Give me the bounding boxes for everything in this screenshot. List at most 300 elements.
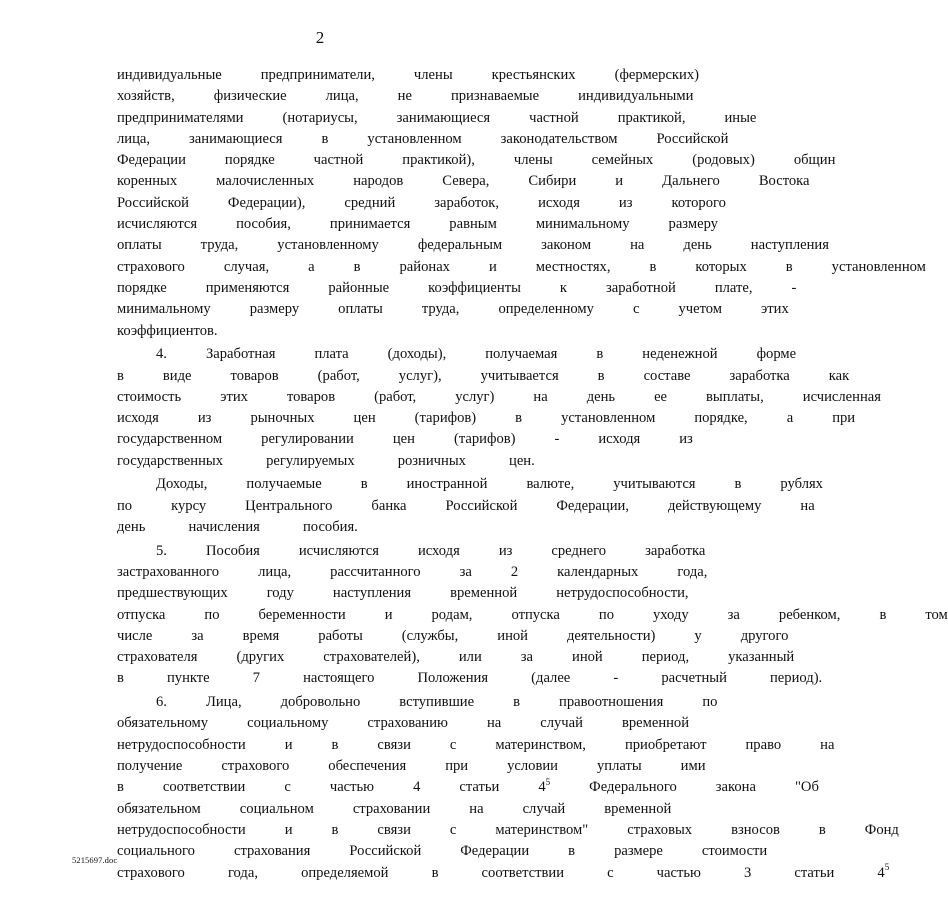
word: соответствии bbox=[481, 864, 565, 881]
word: малочисленных bbox=[216, 173, 315, 190]
word: Федерации), bbox=[227, 194, 306, 211]
word: - bbox=[613, 670, 619, 687]
word: хозяйств, bbox=[117, 88, 175, 105]
word: а bbox=[786, 410, 794, 427]
word: цен bbox=[392, 431, 415, 448]
word: услуг), bbox=[398, 367, 442, 384]
word: 7 bbox=[252, 670, 261, 687]
word: частной bbox=[313, 152, 364, 169]
word: регулируемых bbox=[266, 452, 355, 469]
word: 6. bbox=[156, 694, 167, 711]
word: страхователей), bbox=[323, 649, 420, 666]
word: добровольно bbox=[280, 694, 361, 711]
word: физические bbox=[213, 88, 287, 105]
text-line bbox=[78, 517, 561, 538]
word: в bbox=[117, 670, 124, 687]
word: получение bbox=[117, 758, 183, 775]
word: из bbox=[618, 194, 633, 211]
word: государственном bbox=[117, 431, 223, 448]
word: исходя bbox=[117, 410, 159, 427]
word: коренных bbox=[117, 173, 178, 190]
word: Российской bbox=[656, 130, 729, 147]
word: минимальному bbox=[117, 301, 211, 318]
word: семейных bbox=[591, 152, 654, 169]
word: период, bbox=[641, 649, 690, 666]
word: (тарифов) bbox=[453, 431, 516, 448]
word: за bbox=[191, 627, 204, 644]
word: 2 bbox=[510, 564, 519, 580]
word: равным bbox=[449, 216, 497, 233]
word: плата bbox=[314, 346, 349, 363]
word: установленном bbox=[367, 130, 462, 147]
word: при bbox=[445, 758, 469, 775]
word: том bbox=[925, 606, 948, 623]
word: в bbox=[649, 258, 657, 275]
word: порядке bbox=[117, 279, 167, 296]
word: временной bbox=[450, 585, 518, 602]
word: право bbox=[745, 736, 782, 753]
word: рыночных bbox=[250, 410, 315, 427]
word: выплаты, bbox=[706, 388, 764, 405]
word: в bbox=[117, 367, 124, 384]
word: вступившие bbox=[399, 694, 475, 711]
word: определенному bbox=[498, 301, 594, 318]
word: в bbox=[818, 821, 826, 838]
word: в bbox=[596, 346, 604, 363]
word: иностранной bbox=[406, 476, 488, 493]
text-line bbox=[78, 562, 708, 583]
word: принимается bbox=[329, 216, 411, 233]
word: (далее bbox=[531, 670, 571, 687]
word: страхованию bbox=[367, 715, 448, 732]
word: в bbox=[321, 130, 329, 147]
word: крестьянских bbox=[491, 67, 576, 83]
word: - bbox=[554, 431, 560, 448]
word: индивидуальными bbox=[578, 88, 694, 105]
word: (нотариусы, bbox=[282, 109, 358, 126]
word: исходя bbox=[598, 431, 641, 448]
text-line bbox=[78, 756, 706, 777]
word: размеру bbox=[668, 216, 718, 233]
word: лица, bbox=[325, 88, 359, 105]
word: исчисляются bbox=[298, 542, 379, 559]
word: предпринимателями bbox=[117, 109, 244, 126]
word: случай bbox=[522, 800, 566, 817]
text-line bbox=[78, 65, 699, 86]
word: с bbox=[449, 821, 457, 838]
word: в bbox=[568, 843, 576, 860]
word: оплаты bbox=[338, 301, 383, 318]
word: в bbox=[331, 736, 339, 753]
text-line bbox=[78, 713, 690, 734]
word: социальном bbox=[239, 800, 314, 817]
word: страхового bbox=[117, 864, 185, 881]
text-line bbox=[78, 799, 672, 820]
word: которых bbox=[695, 258, 747, 275]
text-line bbox=[78, 626, 789, 647]
word: условии bbox=[507, 758, 558, 775]
word: исходя bbox=[538, 194, 580, 211]
word: году bbox=[266, 585, 294, 602]
word: плате, bbox=[714, 279, 753, 296]
word: страховых bbox=[627, 821, 693, 838]
word: страхования bbox=[233, 843, 311, 860]
word: нетрудоспособности bbox=[117, 736, 246, 753]
word: "Об bbox=[794, 779, 819, 796]
word: оплаты bbox=[117, 237, 162, 254]
word: статьи bbox=[794, 864, 835, 881]
word: пособия, bbox=[236, 216, 291, 233]
text-line bbox=[78, 86, 694, 107]
word: - bbox=[791, 279, 797, 296]
word: отпуска bbox=[511, 606, 560, 623]
word: ее bbox=[654, 388, 668, 405]
word: стоимости bbox=[701, 843, 768, 860]
paragraph-p4 bbox=[78, 344, 881, 472]
word: Фонд bbox=[864, 821, 899, 838]
word: заработка bbox=[729, 367, 790, 384]
word: к bbox=[559, 279, 567, 296]
word: Российской bbox=[445, 497, 518, 514]
text-line bbox=[78, 541, 706, 562]
paragraph-p6 bbox=[78, 692, 899, 884]
word: при bbox=[832, 410, 856, 427]
text-line bbox=[78, 647, 795, 668]
word: материнством" bbox=[495, 821, 589, 838]
word: 3 bbox=[743, 864, 752, 881]
word: с bbox=[449, 736, 457, 753]
word: рублях bbox=[780, 476, 823, 493]
word: исходя bbox=[417, 542, 460, 559]
word: в bbox=[353, 258, 361, 275]
word: частной bbox=[529, 109, 579, 126]
word: года, bbox=[677, 564, 708, 580]
word: и bbox=[284, 821, 293, 838]
text-line bbox=[78, 171, 810, 192]
word: ими bbox=[680, 758, 706, 775]
word: лица, bbox=[117, 130, 151, 147]
word: в bbox=[879, 606, 887, 623]
word: цен. bbox=[509, 452, 535, 469]
word: ребенком, bbox=[778, 606, 841, 623]
word: и bbox=[284, 736, 293, 753]
word: заработной bbox=[605, 279, 676, 296]
text-line bbox=[78, 278, 797, 299]
word: на bbox=[800, 497, 815, 514]
word: на bbox=[820, 736, 835, 753]
word: форме bbox=[756, 346, 797, 363]
word: период). bbox=[770, 670, 823, 687]
word: рассчитанного bbox=[330, 564, 421, 580]
word: заработка bbox=[645, 542, 706, 559]
word: заработок, bbox=[434, 194, 500, 211]
word: с bbox=[284, 779, 291, 796]
text-line bbox=[78, 474, 823, 495]
text-line bbox=[78, 451, 561, 472]
word: нетрудоспособности bbox=[117, 821, 246, 838]
text-line bbox=[78, 344, 797, 365]
word: получаемые bbox=[246, 476, 322, 493]
word: этих bbox=[761, 301, 789, 318]
word: родам, bbox=[431, 606, 473, 623]
word: начисления bbox=[188, 519, 260, 536]
word: установленном bbox=[561, 410, 656, 427]
word: лица, bbox=[258, 564, 292, 580]
text-line bbox=[78, 776, 819, 798]
word: социального bbox=[117, 843, 195, 860]
word: страховании bbox=[352, 800, 431, 817]
word: труда, bbox=[200, 237, 239, 254]
word: 4. bbox=[156, 346, 167, 363]
word: порядке, bbox=[694, 410, 748, 427]
word: Востока bbox=[758, 173, 810, 190]
word: в bbox=[117, 779, 124, 796]
word: предприниматели, bbox=[260, 67, 375, 83]
word: в bbox=[597, 367, 605, 384]
word: иные bbox=[724, 109, 757, 126]
word: применяются bbox=[205, 279, 290, 296]
word: занимающиеся bbox=[189, 130, 283, 147]
word: в bbox=[515, 410, 523, 427]
word: (службы, bbox=[401, 627, 459, 644]
word: наступления bbox=[332, 585, 412, 602]
word: федеральным bbox=[417, 237, 503, 254]
word: страхового bbox=[221, 758, 290, 775]
text-line bbox=[78, 820, 899, 841]
paragraph-p5 bbox=[78, 541, 948, 690]
word: члены bbox=[413, 67, 453, 83]
word: Федерального bbox=[589, 779, 677, 796]
word: за bbox=[727, 606, 740, 623]
word: размере bbox=[614, 843, 663, 860]
word: Положения bbox=[417, 670, 489, 687]
text-line bbox=[78, 129, 729, 150]
text-line bbox=[78, 108, 757, 129]
word: законом bbox=[541, 237, 592, 254]
word: нетрудоспособности, bbox=[556, 585, 689, 602]
word: Заработная bbox=[205, 346, 276, 363]
word: валюте, bbox=[526, 476, 575, 493]
word: исчисленная bbox=[802, 388, 881, 405]
word: 4 bbox=[413, 779, 421, 796]
word: работы bbox=[318, 627, 363, 644]
word: коэффициентов. bbox=[117, 322, 218, 339]
word: порядке bbox=[224, 152, 275, 169]
word: обязательному bbox=[117, 715, 209, 732]
word: случая, bbox=[223, 258, 270, 275]
word: $4^5$ bbox=[538, 776, 551, 796]
word: за bbox=[459, 564, 472, 580]
word: другого bbox=[740, 627, 789, 644]
word: материнством, bbox=[495, 736, 586, 753]
word: настоящего bbox=[303, 670, 375, 687]
word: Федерации bbox=[460, 843, 530, 860]
word: (родовых) bbox=[692, 152, 755, 169]
word: занимающиеся bbox=[396, 109, 491, 126]
word: учитываются bbox=[613, 476, 696, 493]
word: за bbox=[520, 649, 534, 666]
word: (доходы), bbox=[387, 346, 447, 363]
word: приобретают bbox=[624, 736, 707, 753]
word: установленном bbox=[831, 258, 926, 275]
word: законодательством bbox=[500, 130, 618, 147]
word: неденежной bbox=[642, 346, 718, 363]
word: розничных bbox=[397, 452, 466, 469]
text-line bbox=[78, 429, 693, 450]
word: Центрального bbox=[245, 497, 333, 514]
word: день bbox=[117, 519, 146, 536]
word: цен bbox=[353, 410, 376, 427]
word: иной bbox=[572, 649, 603, 666]
word: Российской bbox=[117, 194, 189, 211]
word: календарных bbox=[557, 564, 639, 580]
word: в bbox=[331, 821, 339, 838]
word: из bbox=[679, 431, 693, 448]
page-number: 2 bbox=[315, 28, 325, 47]
word: статьи bbox=[459, 779, 500, 796]
word: Федерации bbox=[117, 152, 186, 169]
word: связи bbox=[377, 821, 411, 838]
word: (тарифов) bbox=[414, 410, 477, 427]
word: закона bbox=[715, 779, 756, 796]
word: которого bbox=[671, 194, 726, 211]
word: и bbox=[488, 258, 497, 275]
word: Федерации, bbox=[556, 497, 629, 514]
word: страхового bbox=[117, 258, 185, 275]
word: (других bbox=[236, 649, 285, 666]
word: застрахованного bbox=[117, 564, 220, 580]
word: в bbox=[785, 258, 793, 275]
text-line bbox=[78, 408, 856, 429]
text-line bbox=[78, 299, 789, 320]
word: по bbox=[204, 606, 220, 623]
word: пункте bbox=[166, 670, 210, 687]
paragraph-p4b bbox=[78, 474, 823, 538]
word: взносов bbox=[731, 821, 780, 838]
word: в bbox=[513, 694, 521, 711]
word: уходу bbox=[653, 606, 689, 623]
word: страхователя bbox=[117, 649, 198, 666]
text-line bbox=[78, 235, 829, 256]
word: пособия. bbox=[302, 519, 358, 536]
word: время bbox=[242, 627, 280, 644]
word: день bbox=[683, 237, 712, 254]
word: уплаты bbox=[597, 758, 642, 775]
word: Севера, bbox=[442, 173, 490, 190]
word: на bbox=[469, 800, 484, 817]
text-line bbox=[78, 583, 689, 604]
word: труда, bbox=[421, 301, 460, 318]
word: у bbox=[694, 627, 702, 644]
word: (работ, bbox=[374, 388, 417, 405]
word: указанный bbox=[728, 649, 795, 666]
word: практикой, bbox=[617, 109, 686, 126]
word: числе bbox=[117, 627, 153, 644]
word: из bbox=[197, 410, 212, 427]
word: размеру bbox=[249, 301, 300, 318]
word: районные bbox=[328, 279, 390, 296]
word: обеспечения bbox=[328, 758, 407, 775]
word: установленному bbox=[277, 237, 379, 254]
word: а bbox=[308, 258, 315, 275]
word: регулировании bbox=[261, 431, 354, 448]
word: районах bbox=[399, 258, 450, 275]
text-line bbox=[78, 366, 850, 387]
word: на bbox=[533, 388, 548, 405]
word: государственных bbox=[117, 452, 224, 469]
word: учитывается bbox=[480, 367, 559, 384]
word: иной bbox=[497, 627, 528, 644]
word: (работ, bbox=[317, 367, 360, 384]
file-name-footer: 5215697.doc bbox=[72, 855, 118, 865]
word: связи bbox=[377, 736, 411, 753]
word: предшествующих bbox=[117, 585, 228, 602]
text-line bbox=[78, 257, 926, 278]
paragraph-p1-cont bbox=[78, 65, 926, 342]
word: учетом bbox=[678, 301, 723, 318]
word: получаемая bbox=[485, 346, 558, 363]
text-line bbox=[78, 150, 836, 171]
word: Доходы, bbox=[156, 476, 208, 493]
word: минимальному bbox=[535, 216, 630, 233]
word: индивидуальные bbox=[117, 67, 222, 83]
word: действующему bbox=[667, 497, 762, 514]
word: из bbox=[498, 542, 513, 559]
word: $4^5$ bbox=[877, 861, 890, 881]
word: день bbox=[586, 388, 616, 405]
word: Российской bbox=[349, 843, 422, 860]
word: народов bbox=[353, 173, 404, 190]
word: в bbox=[360, 476, 368, 493]
word: определяемой bbox=[301, 864, 389, 881]
word: по bbox=[598, 606, 614, 623]
word: отпуска bbox=[117, 606, 166, 623]
word: признаваемые bbox=[450, 88, 540, 105]
word: в bbox=[734, 476, 742, 493]
word: временной bbox=[604, 800, 672, 817]
word: на bbox=[486, 715, 502, 732]
word: Лица, bbox=[205, 694, 242, 711]
word: и bbox=[615, 173, 624, 190]
word: с bbox=[607, 864, 614, 881]
text-line bbox=[78, 841, 768, 862]
word: в bbox=[431, 864, 439, 881]
word: (фермерских) bbox=[614, 67, 699, 83]
word: или bbox=[458, 649, 482, 666]
word: товаров bbox=[286, 388, 336, 405]
word: 5. bbox=[156, 542, 167, 559]
word: соответствии bbox=[162, 779, 246, 796]
word: частью bbox=[329, 779, 375, 796]
text-line bbox=[78, 605, 948, 626]
word: с bbox=[632, 301, 640, 318]
word: общин bbox=[793, 152, 836, 169]
word: временной bbox=[621, 715, 690, 732]
word: правоотношения bbox=[559, 694, 664, 711]
text-line bbox=[78, 193, 726, 214]
word: как bbox=[828, 367, 850, 384]
word: услуг) bbox=[455, 388, 495, 405]
word: этих bbox=[220, 388, 248, 405]
word: среднего bbox=[551, 542, 607, 559]
word: обязательном bbox=[117, 800, 201, 817]
word: по bbox=[117, 497, 133, 514]
text-line bbox=[78, 214, 718, 235]
word: практикой), bbox=[402, 152, 475, 169]
word: деятельности) bbox=[567, 627, 656, 644]
word: Дальнего bbox=[662, 173, 720, 190]
document-body bbox=[78, 65, 948, 886]
